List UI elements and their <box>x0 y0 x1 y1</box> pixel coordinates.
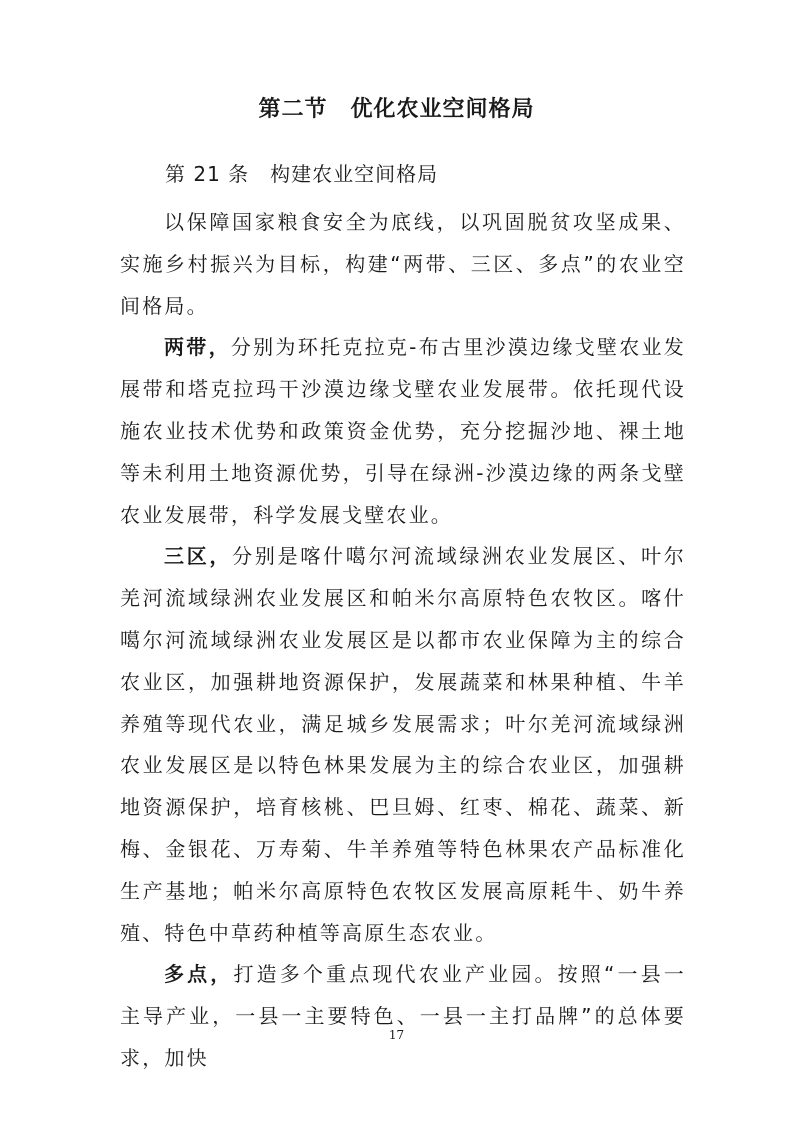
paragraph-lead: 两带， <box>164 335 231 360</box>
paragraph-text: 分别为环托克拉克-布古里沙漠边缘戈壁农业发展带和塔克拉玛干沙漠边缘戈壁农业发展带。依托现代设施农业技术优势和政策资金优势，充分挖掘沙地、裸土地等未利用土地资源优势，引导在绿洲-沙漠边缘的两条戈壁农业发展带，科学发展戈壁农业。 <box>120 335 686 527</box>
paragraph-lead: 多点， <box>164 962 234 987</box>
paragraph-three-zones <box>120 536 686 954</box>
paragraph-multiple-points <box>120 954 686 1079</box>
paragraph-text: 打造多个重点现代农业产业园。按照“一县一主导产业，一县一主要特色、一县一主打品牌”的总体要求，加快 <box>120 962 686 1070</box>
paragraph-two-belts <box>120 327 686 536</box>
article-title: 第 21 条 构建农业空间格局 <box>165 162 439 186</box>
paragraph-lead: 三区， <box>164 544 233 569</box>
paragraph-text: 分别是喀什噶尔河流域绿洲农业发展区、叶尔羌河流域绿洲农业发展区和帕米尔高原特色农牧区。喀什噶尔河流域绿洲农业发展区是以都市农业保障为主的综合农业区，加强耕地资源保护，发展蔬菜和林果种植、牛羊养殖等现代农业，满足城乡发展需求；叶尔羌河流域绿洲农业发展区是以特色林果发展为主的综合农业区，加强耕地资源保护，培育核桃、巴旦姆、红枣、棉花、蔬菜、新梅、金银花、万寿菊、牛羊养殖等特色林果农产品标准化生产基地；帕米尔高原特色农牧区发展高原耗牛、奶牛养殖、特色中草药种植等高原生态农业。 <box>120 544 686 945</box>
paragraph-intro <box>120 202 686 327</box>
section-title: 第二节 优化农业空间格局 <box>258 97 535 122</box>
page-number: 17 <box>388 1028 405 1042</box>
body-text <box>120 202 686 1080</box>
paragraph-text: 以保障国家粮食安全为底线，以巩固脱贫攻坚成果、实施乡村振兴为目标，构建“两带、三区、多点”的农业空间格局。 <box>120 210 686 318</box>
